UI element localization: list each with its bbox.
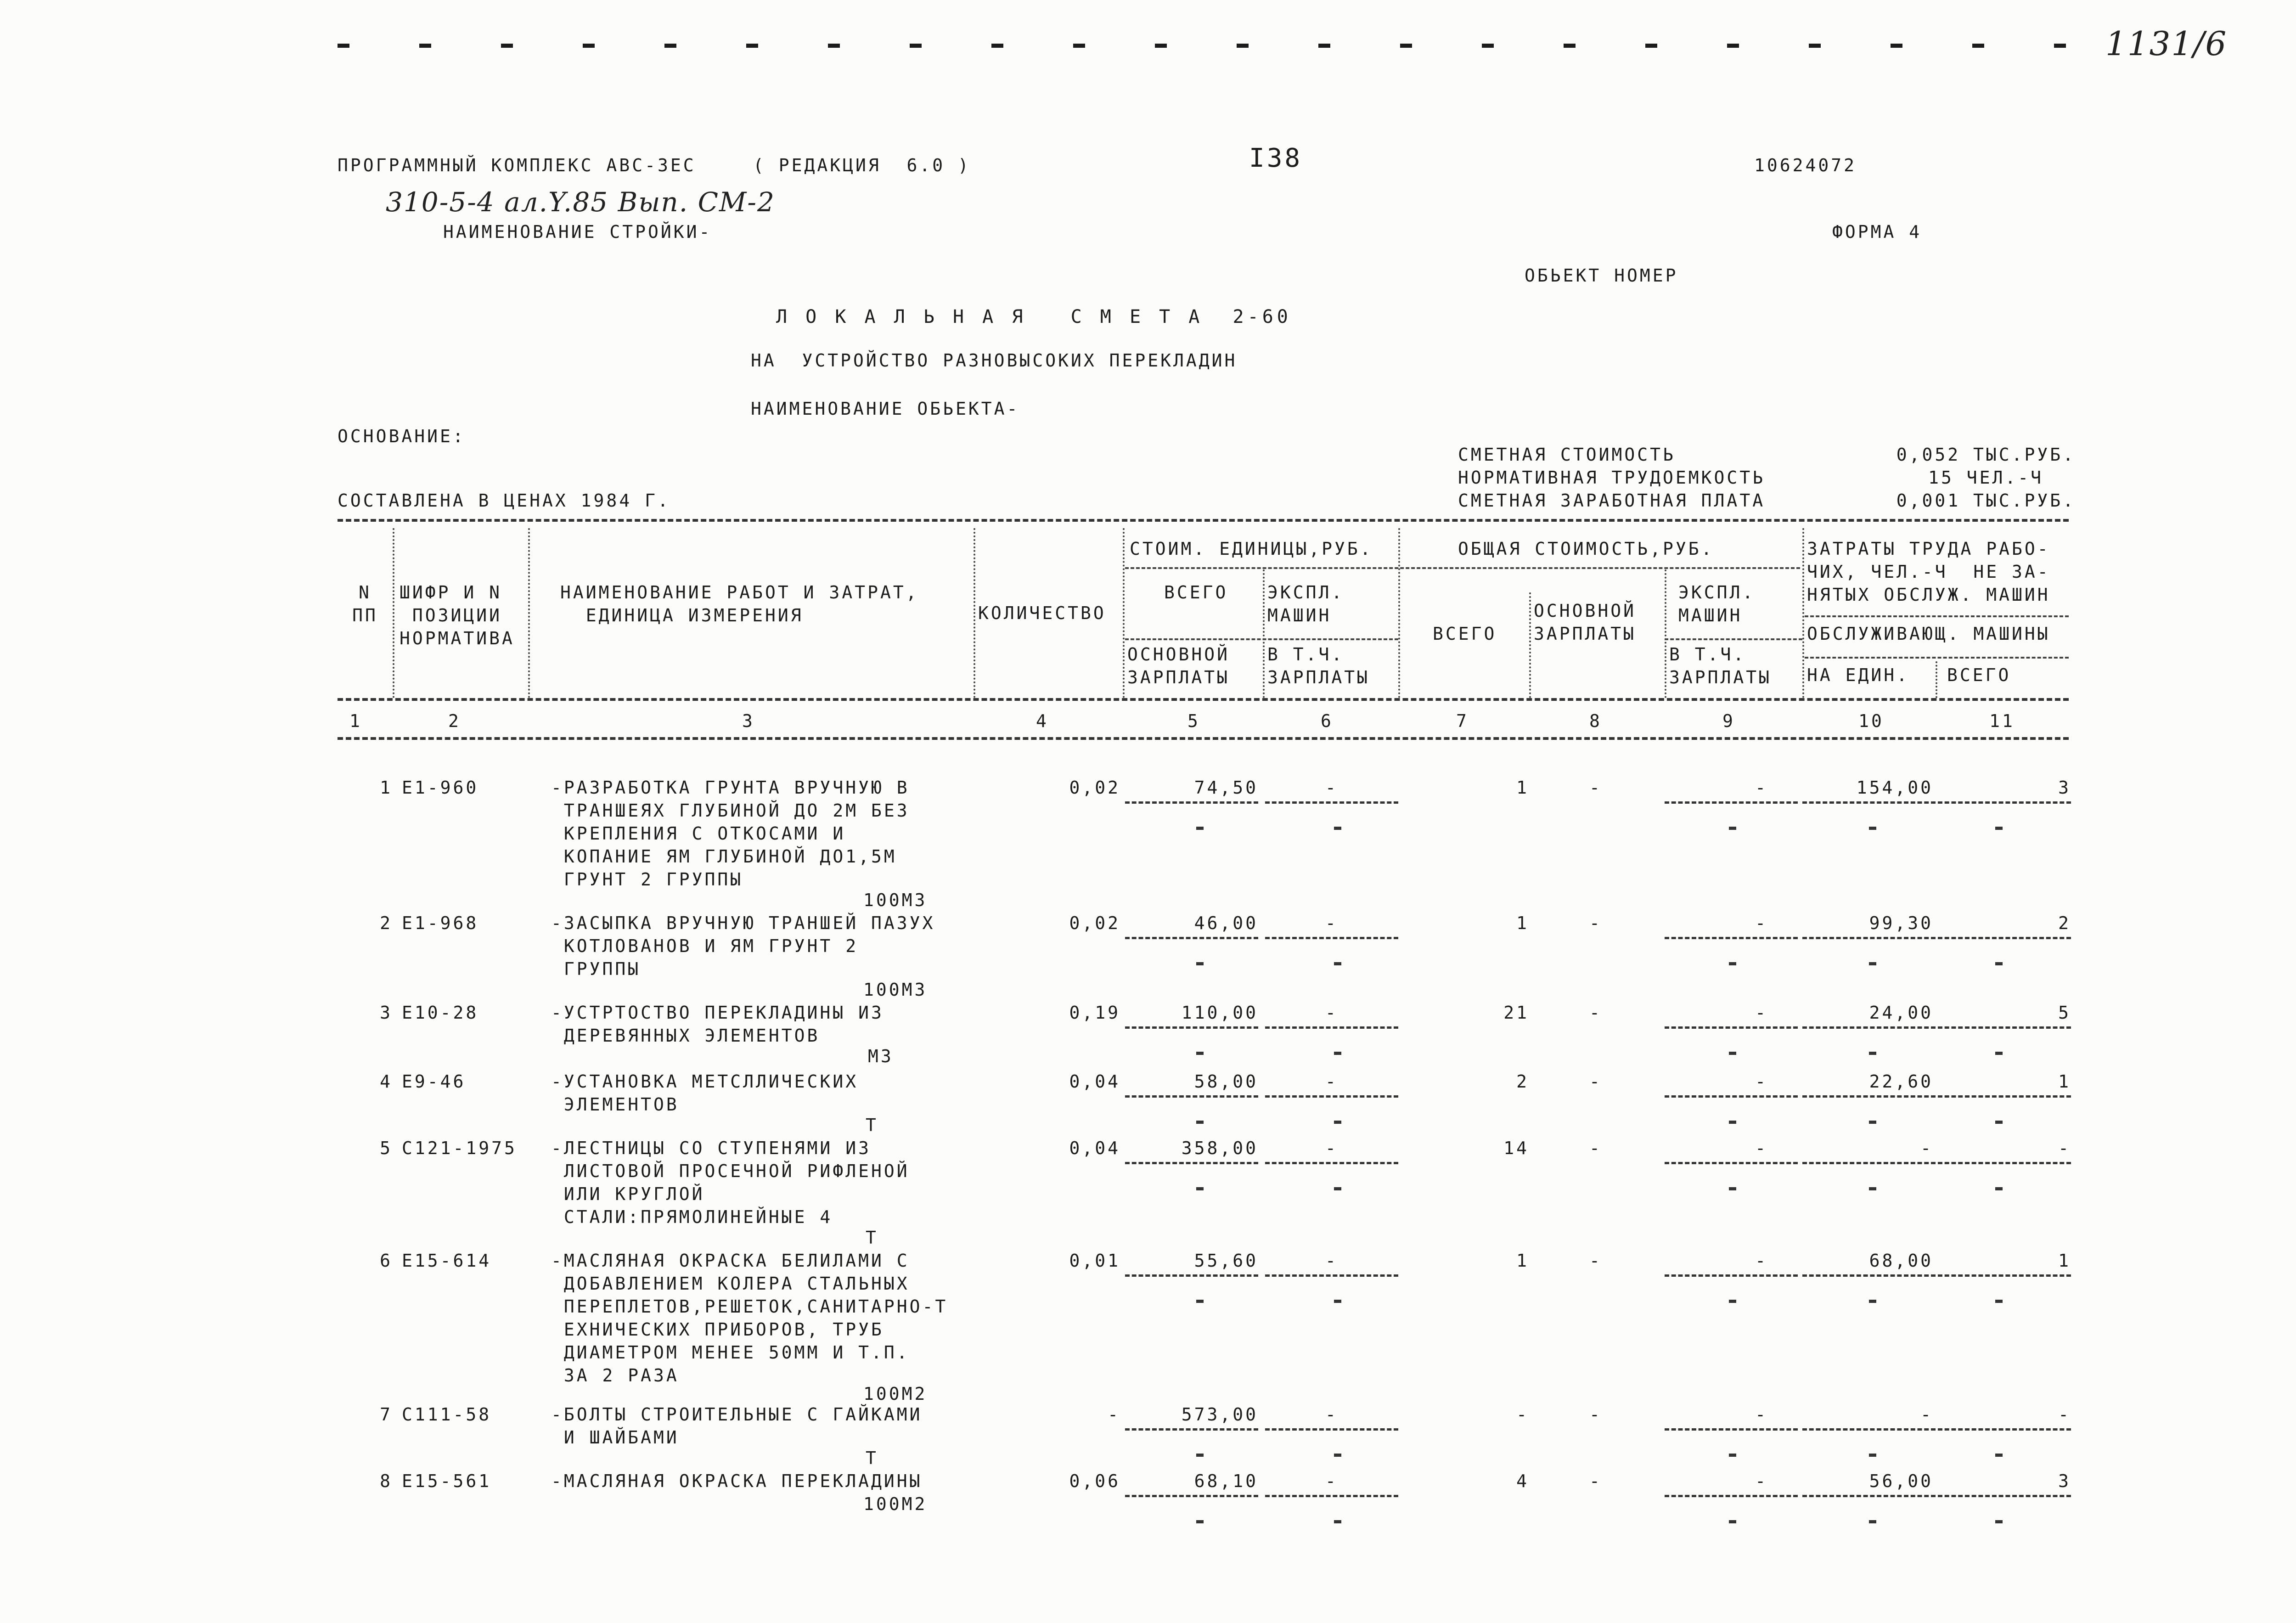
cell-sub-rule — [1125, 1162, 1258, 1164]
row-total-base: - — [1589, 1251, 1602, 1271]
row-desc: -ЛЕСТНИЦЫ СО СТУПЕНЯМИ ИЗ ЛИСТОВОЙ ПРОСЕЧНОЙ РИФЛЕНОЙ ИЛИ КРУГЛОЙ СТАЛИ:ПРЯМОЛИНЕЙНЫЕ 4 — [551, 1138, 910, 1227]
cell-sub-rule — [1665, 1428, 1798, 1431]
dash-mark — [1334, 962, 1341, 965]
object-number-label: ОБЬЕКТ НОМЕР — [1525, 265, 1678, 286]
row-labor-total: 1 — [2058, 1251, 2071, 1271]
top-dash — [338, 44, 349, 48]
object-name-label: НАИМЕНОВАНИЕ ОБЬЕКТА- — [751, 399, 1020, 419]
row-total-base: - — [1589, 778, 1602, 798]
col-number: 1 — [349, 711, 362, 731]
row-labor-unit: 99,30 — [1869, 913, 1933, 933]
row-n: 2 — [380, 913, 393, 933]
row-desc: -УСТРТОСТВО ПЕРЕКЛАДИНЫ ИЗ ДЕРЕВЯННЫХ ЭЛЕМЕНТОВ — [551, 1003, 884, 1046]
dash-mark — [1995, 1454, 2003, 1457]
top-dash — [1318, 44, 1330, 48]
row-unit: 100М3 — [863, 890, 928, 910]
row-unit-total: 55,60 — [1194, 1251, 1258, 1271]
row-unit-total: 68,10 — [1194, 1471, 1258, 1491]
col-header-per-unit: НА ЕДИН. — [1807, 665, 1910, 685]
cell-sub-rule — [1938, 1095, 2071, 1098]
basis-label: ОСНОВАНИЕ: — [338, 426, 466, 446]
dash-mark — [1995, 1187, 2003, 1190]
col-header-unit-incl: В Т.Ч. ЗАРПЛАТЫ — [1267, 644, 1370, 688]
cell-sub-rule — [1125, 1428, 1258, 1431]
dash-mark — [1334, 1052, 1341, 1055]
row-unit-total: 358,00 — [1181, 1138, 1258, 1158]
row-total-base: - — [1589, 1071, 1602, 1092]
table-top-rule — [338, 519, 2069, 522]
dash-mark — [1869, 1520, 1876, 1523]
row-code: Е15-614 — [402, 1251, 492, 1271]
cell-sub-rule — [1125, 801, 1258, 804]
row-total: 2 — [1516, 1071, 1529, 1092]
row-n: 6 — [380, 1251, 393, 1271]
dash-mark — [1729, 1187, 1736, 1190]
col-header-total-cost: ОБЩАЯ СТОИМОСТЬ,РУБ. — [1458, 539, 1714, 559]
top-dash — [1482, 44, 1494, 48]
dash-mark — [1869, 1300, 1876, 1303]
dash-mark — [1196, 1520, 1204, 1523]
cell-sub-rule — [1125, 1274, 1258, 1277]
row-total-exp: - — [1755, 778, 1768, 798]
col-number: 11 — [1989, 711, 2015, 731]
col-header-unit-base: ОСНОВНОЙ ЗАРПЛАТЫ — [1127, 644, 1230, 688]
dash-mark — [1869, 962, 1876, 965]
top-dash-row — [338, 44, 2060, 57]
cell-sub-rule — [1265, 937, 1398, 939]
dash-mark — [1729, 1520, 1736, 1523]
dash-mark — [1869, 1121, 1876, 1124]
top-dash — [746, 44, 758, 48]
doc-code: 10624072 — [1754, 155, 1857, 175]
cell-sub-rule — [1665, 1162, 1798, 1164]
row-total: 1 — [1516, 778, 1529, 798]
row-desc: -МАСЛЯНАЯ ОКРАСКА ПЕРЕКЛАДИНЫ — [551, 1471, 923, 1491]
row-labor-total: - — [2058, 1138, 2071, 1158]
top-dash — [910, 44, 922, 48]
row-unit: 100М2 — [863, 1494, 928, 1514]
row-qty: 0,04 — [1069, 1071, 1120, 1092]
corner-note: 1131/6 — [2105, 24, 2228, 63]
row-n: 7 — [380, 1404, 393, 1425]
row-unit-exp: - — [1325, 1003, 1338, 1023]
top-dash — [1237, 44, 1249, 48]
row-total-base: - — [1589, 913, 1602, 933]
dash-mark — [1729, 1052, 1736, 1055]
row-unit: 100М2 — [863, 1384, 928, 1404]
col-header-all: ВСЕГО — [1947, 665, 2011, 685]
edition: ( РЕДАКЦИЯ 6.0 ) — [753, 155, 971, 175]
cell-sub-rule — [1802, 1495, 1936, 1497]
row-desc: -БОЛТЫ СТРОИТЕЛЬНЫЕ С ГАЙКАМИ И ШАЙБАМИ — [551, 1404, 923, 1448]
dash-mark — [1995, 1300, 2003, 1303]
row-labor-unit: 22,60 — [1869, 1071, 1933, 1092]
cell-sub-rule — [1125, 1495, 1258, 1497]
top-dash — [1727, 44, 1739, 48]
row-total: - — [1516, 1404, 1529, 1425]
row-unit-exp: - — [1325, 1471, 1338, 1491]
row-n: 1 — [380, 778, 393, 798]
dash-mark — [1196, 827, 1204, 830]
row-unit: Т — [866, 1228, 878, 1248]
dash-mark — [1196, 962, 1204, 965]
subheader-rule — [1665, 638, 1802, 640]
cell-sub-rule — [1802, 1274, 1936, 1277]
row-desc: -ЗАСЫПКА ВРУЧНУЮ ТРАНШЕЙ ПАЗУХ КОТЛОВАНОВ И ЯМ ГРУНТ 2 ГРУППЫ — [551, 913, 935, 979]
cell-sub-rule — [1802, 1162, 1936, 1164]
dash-mark — [1729, 1454, 1736, 1457]
cell-sub-rule — [1802, 801, 1936, 804]
dash-mark — [1995, 1121, 2003, 1124]
row-unit-exp: - — [1325, 1071, 1338, 1092]
row-labor-unit: 24,00 — [1869, 1003, 1933, 1023]
col-sep — [1263, 569, 1265, 698]
col-number: 9 — [1722, 711, 1735, 731]
row-unit-exp: - — [1325, 1138, 1338, 1158]
row-qty: 0,04 — [1069, 1138, 1120, 1158]
dash-mark — [1196, 1454, 1204, 1457]
col-number: 5 — [1187, 711, 1200, 731]
cell-sub-rule — [1938, 801, 2071, 804]
dash-mark — [1869, 827, 1876, 830]
row-total-exp: - — [1755, 1003, 1768, 1023]
row-total: 21 — [1503, 1003, 1529, 1023]
document-subtitle: НА УСТРОЙСТВО РАЗНОВЫСОКИХ ПЕРЕКЛАДИН — [751, 350, 1238, 371]
row-unit-exp: - — [1325, 778, 1338, 798]
cell-sub-rule — [1938, 1162, 2071, 1164]
row-unit-total: 74,50 — [1194, 778, 1258, 798]
dash-mark — [1729, 1300, 1736, 1303]
col-number: 10 — [1858, 711, 1884, 731]
cell-sub-rule — [1665, 1495, 1798, 1497]
cell-sub-rule — [1125, 1026, 1258, 1029]
row-unit: М3 — [868, 1046, 894, 1066]
top-dash — [419, 44, 431, 48]
col-header-total-incl: В Т.Ч. ЗАРПЛАТЫ — [1669, 644, 1772, 688]
row-labor-total: 3 — [2058, 778, 2071, 798]
row-total-base: - — [1589, 1003, 1602, 1023]
row-qty: 0,02 — [1069, 778, 1120, 798]
row-qty: 0,19 — [1069, 1003, 1120, 1023]
col-sep — [528, 528, 530, 698]
row-desc: -РАЗРАБОТКА ГРУНТА ВРУЧНУЮ В ТРАНШЕЯХ ГЛУБИНОЙ ДО 2М БЕЗ КРЕПЛЕНИЯ С ОТКОСАМИ И КОПАНИЕ ЯМ ГЛУБИНОЙ ДО1,5М ГРУНТ 2 ГРУППЫ — [551, 778, 910, 890]
summary-value-cost: 0,052 ТЫС.РУБ. — [1896, 445, 2076, 465]
row-labor-total: 5 — [2058, 1003, 2071, 1023]
dash-mark — [1334, 1121, 1341, 1124]
dash-mark — [1995, 1052, 2003, 1055]
dash-mark — [1995, 1520, 2003, 1523]
dash-mark — [1196, 1300, 1204, 1303]
row-n: 5 — [380, 1138, 393, 1158]
row-total: 14 — [1503, 1138, 1529, 1158]
row-qty: 0,02 — [1069, 913, 1120, 933]
dash-mark — [1196, 1121, 1204, 1124]
top-dash — [583, 44, 595, 48]
row-total: 1 — [1516, 913, 1529, 933]
cell-sub-rule — [1265, 1162, 1398, 1164]
col-number: 7 — [1456, 711, 1469, 731]
col-sep — [1665, 569, 1666, 698]
row-labor-unit: - — [1920, 1138, 1933, 1158]
dash-mark — [1196, 1052, 1204, 1055]
row-total-exp: - — [1755, 913, 1768, 933]
cell-sub-rule — [1265, 1428, 1398, 1431]
row-total-exp: - — [1755, 1404, 1768, 1425]
top-dash — [828, 44, 840, 48]
row-labor-unit: 68,00 — [1869, 1251, 1933, 1271]
row-qty: 0,06 — [1069, 1471, 1120, 1491]
col-header-quantity: КОЛИЧЕСТВО — [978, 603, 1106, 623]
cell-sub-rule — [1665, 801, 1798, 804]
row-total-exp: - — [1755, 1471, 1768, 1491]
row-labor-total: 2 — [2058, 913, 2071, 933]
row-unit-total: 46,00 — [1194, 913, 1258, 933]
top-dash — [664, 44, 676, 48]
col-sep — [393, 528, 394, 698]
row-code: Е10-28 — [402, 1003, 479, 1023]
cell-sub-rule — [1125, 937, 1258, 939]
document-title: Л О К А Л Ь Н А Я С М Е Т А 2-60 — [776, 306, 1292, 327]
col-sep — [1936, 661, 1937, 698]
top-dash — [1564, 44, 1576, 48]
dash-mark — [1995, 827, 2003, 830]
dash-mark — [1869, 1052, 1876, 1055]
row-total-exp: - — [1755, 1251, 1768, 1271]
top-dash — [501, 44, 513, 48]
col-header-unit-cost: СТОИМ. ЕДИНИЦЫ,РУБ. — [1130, 539, 1373, 559]
row-code: Е1-960 — [402, 778, 479, 798]
col-sep — [1529, 592, 1531, 698]
cell-sub-rule — [1802, 1428, 1936, 1431]
table-header-rule — [338, 698, 2069, 701]
col-number: 2 — [448, 711, 461, 731]
row-unit-exp: - — [1325, 1251, 1338, 1271]
row-labor-total: 1 — [2058, 1071, 2071, 1092]
summary-label-salary: СМЕТНАЯ ЗАРАБОТНАЯ ПЛАТА — [1458, 490, 1766, 511]
row-unit: Т — [866, 1448, 878, 1468]
handwritten-ref: 310-5-4 ал.Y.85 Вып. СМ-2 — [386, 186, 775, 218]
row-qty: - — [1108, 1404, 1120, 1425]
row-labor-unit: 56,00 — [1869, 1471, 1933, 1491]
cell-sub-rule — [1665, 937, 1798, 939]
row-code: С111-58 — [402, 1404, 492, 1425]
col-sep — [1398, 528, 1400, 698]
col-header-unit-exp: ЭКСПЛ. МАШИН — [1267, 582, 1345, 626]
dash-mark — [1334, 1520, 1341, 1523]
table-numbers-rule — [338, 737, 2069, 740]
row-labor-unit: 154,00 — [1856, 778, 1933, 798]
row-unit-total: 573,00 — [1181, 1404, 1258, 1425]
cell-sub-rule — [1665, 1026, 1798, 1029]
row-labor-total: - — [2058, 1404, 2071, 1425]
row-total-exp: - — [1755, 1071, 1768, 1092]
top-dash — [1400, 44, 1412, 48]
top-dash — [1891, 44, 1902, 48]
row-unit: 100М3 — [863, 980, 928, 1000]
dash-mark — [1334, 1300, 1341, 1303]
subheader-rule — [1125, 638, 1398, 640]
cell-sub-rule — [1265, 1026, 1398, 1029]
row-total: 1 — [1516, 1251, 1529, 1271]
cell-sub-rule — [1665, 1274, 1798, 1277]
row-labor-total: 3 — [2058, 1471, 2071, 1491]
form-label: ФОРМА 4 — [1832, 222, 1922, 242]
subheader-rule — [1125, 567, 1800, 569]
dash-mark — [1869, 1187, 1876, 1190]
row-code: Е15-561 — [402, 1471, 492, 1491]
top-dash — [1645, 44, 1657, 48]
construction-name-label: НАИМЕНОВАНИЕ СТРОЙКИ- — [443, 222, 712, 242]
col-header-n: N ПП — [352, 582, 378, 626]
row-total-base: - — [1589, 1138, 1602, 1158]
cell-sub-rule — [1665, 1095, 1798, 1098]
row-n: 8 — [380, 1471, 393, 1491]
top-dash — [1155, 44, 1167, 48]
row-unit-total: 110,00 — [1181, 1003, 1258, 1023]
row-desc: -УСТАНОВКА МЕТСЛЛИЧЕСКИХ ЭЛЕМЕНТОВ — [551, 1071, 859, 1115]
row-code: Е9-46 — [402, 1071, 466, 1092]
dash-mark — [1869, 1454, 1876, 1457]
summary-label-labor: НОРМАТИВНАЯ ТРУДОЕМКОСТЬ — [1458, 468, 1766, 488]
dash-mark — [1334, 1454, 1341, 1457]
cell-sub-rule — [1265, 1495, 1398, 1497]
dash-mark — [1729, 962, 1736, 965]
dash-mark — [1334, 827, 1341, 830]
cell-sub-rule — [1938, 937, 2071, 939]
row-unit: Т — [866, 1115, 878, 1135]
row-n: 3 — [380, 1003, 393, 1023]
subheader-rule — [1805, 615, 2069, 617]
dash-mark — [1196, 1187, 1204, 1190]
cell-sub-rule — [1125, 1095, 1258, 1098]
program-name: ПРОГРАММНЫЙ КОМПЛЕКС АВС-3ЕС — [338, 155, 696, 175]
col-number: 8 — [1589, 711, 1602, 731]
summary-value-salary: 0,001 ТЫС.РУБ. — [1896, 490, 2076, 511]
row-qty: 0,01 — [1069, 1251, 1120, 1271]
col-header-labor-machines: ОБСЛУЖИВАЮЩ. МАШИНЫ — [1807, 624, 2050, 644]
summary-value-labor: 15 ЧЕЛ.-Ч — [1928, 468, 2043, 488]
col-number: 4 — [1036, 711, 1049, 731]
row-code: С121-1975 — [402, 1138, 517, 1158]
cell-sub-rule — [1802, 937, 1936, 939]
compiled-label: СОСТАВЛЕНА В ЦЕНАХ 1984 Г. — [338, 490, 670, 511]
row-unit-total: 58,00 — [1194, 1071, 1258, 1092]
col-sep — [974, 528, 975, 698]
row-total-exp: - — [1755, 1138, 1768, 1158]
top-dash — [1972, 44, 1984, 48]
cell-sub-rule — [1802, 1095, 1936, 1098]
dash-mark — [1729, 827, 1736, 830]
col-header-labor: ЗАТРАТЫ ТРУДА РАБО- ЧИХ, ЧЕЛ.-Ч НЕ ЗА- НЯТЫХ ОБСЛУЖ. МАШИН — [1807, 539, 2050, 605]
col-header-total-all: ВСЕГО — [1433, 624, 1497, 644]
page-number: I38 — [1249, 143, 1303, 173]
cell-sub-rule — [1938, 1495, 2071, 1497]
col-sep — [1802, 528, 1804, 698]
row-n: 4 — [380, 1071, 393, 1092]
row-unit-exp: - — [1325, 1404, 1338, 1425]
cell-sub-rule — [1265, 1274, 1398, 1277]
row-labor-unit: - — [1920, 1404, 1933, 1425]
row-total: 4 — [1516, 1471, 1529, 1491]
dash-mark — [1995, 962, 2003, 965]
summary-label-cost: СМЕТНАЯ СТОИМОСТЬ — [1458, 445, 1676, 465]
subheader-rule — [1805, 657, 2069, 659]
top-dash — [991, 44, 1003, 48]
dash-mark — [1334, 1187, 1341, 1190]
col-header-name: НАИМЕНОВАНИЕ РАБОТ И ЗАТРАТ, ЕДИНИЦА ИЗМЕРЕНИЯ — [560, 582, 919, 626]
row-desc: -МАСЛЯНАЯ ОКРАСКА БЕЛИЛАМИ С ДОБАВЛЕНИЕМ КОЛЕРА СТАЛЬНЫХ ПЕРЕПЛЕТОВ,РЕШЕТОК,САНИТАРНО-Т ЕХНИЧЕСКИХ ПРИБОРОВ, ТРУБ ДИАМЕТРОМ МЕНЕЕ 50ММ И Т.П. ЗА 2 РАЗА — [551, 1251, 948, 1386]
top-dash — [2054, 44, 2066, 48]
col-sep — [1123, 528, 1125, 698]
top-dash — [1073, 44, 1085, 48]
cell-sub-rule — [1938, 1026, 2071, 1029]
col-header-total-exp: ЭКСПЛ. МАШИН — [1678, 582, 1756, 626]
row-total-base: - — [1589, 1471, 1602, 1491]
col-number: 3 — [742, 711, 755, 731]
row-total-base: - — [1589, 1404, 1602, 1425]
cell-sub-rule — [1265, 801, 1398, 804]
cell-sub-rule — [1802, 1026, 1936, 1029]
row-unit-exp: - — [1325, 913, 1338, 933]
cell-sub-rule — [1938, 1428, 2071, 1431]
col-number: 6 — [1321, 711, 1334, 731]
cell-sub-rule — [1938, 1274, 2071, 1277]
cell-sub-rule — [1265, 1095, 1398, 1098]
col-header-code: ШИФР И N ПОЗИЦИИ НОРМАТИВА — [400, 582, 515, 648]
dash-mark — [1729, 1121, 1736, 1124]
col-header-unit-total: ВСЕГО — [1164, 582, 1228, 603]
top-dash — [1809, 44, 1821, 48]
col-header-total-base: ОСНОВНОЙ ЗАРПЛАТЫ — [1534, 601, 1637, 644]
row-code: Е1-968 — [402, 913, 479, 933]
